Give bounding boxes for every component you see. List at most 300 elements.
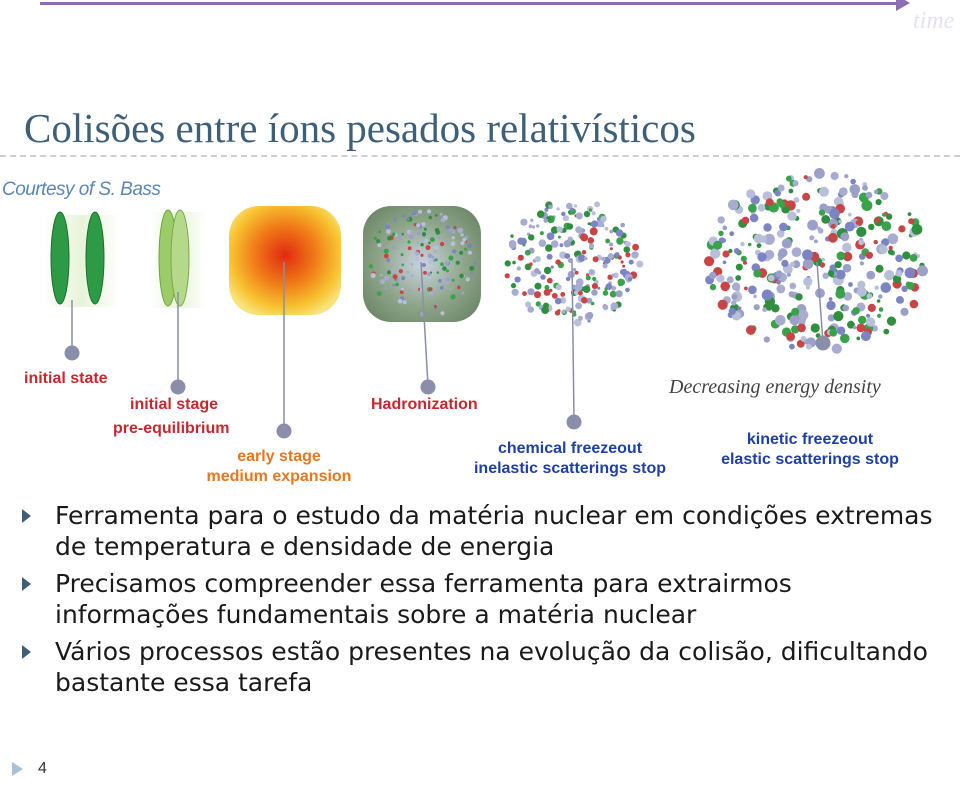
particle bbox=[743, 261, 747, 265]
particle bbox=[898, 225, 905, 232]
particle bbox=[576, 212, 583, 219]
particle bbox=[729, 231, 734, 236]
particle bbox=[791, 308, 799, 316]
particle bbox=[452, 236, 455, 239]
particle bbox=[440, 242, 444, 246]
particle bbox=[540, 231, 544, 235]
particle bbox=[537, 210, 545, 218]
particle bbox=[722, 250, 729, 257]
particle bbox=[380, 279, 385, 284]
nucleus-left bbox=[51, 212, 69, 304]
particle bbox=[430, 237, 435, 242]
particle bbox=[422, 232, 426, 236]
particle bbox=[835, 261, 842, 268]
particle bbox=[831, 224, 836, 229]
pin-initial-stage bbox=[171, 380, 186, 395]
particle bbox=[882, 213, 886, 217]
particle bbox=[605, 239, 610, 244]
particle bbox=[434, 245, 439, 250]
particle bbox=[723, 261, 727, 265]
particle bbox=[415, 251, 419, 255]
particle bbox=[803, 259, 814, 270]
particle bbox=[427, 209, 431, 213]
particle bbox=[426, 245, 431, 250]
particle bbox=[590, 227, 598, 235]
particle bbox=[369, 264, 373, 268]
particle bbox=[866, 314, 870, 318]
particle bbox=[616, 229, 623, 236]
particle bbox=[544, 267, 551, 274]
particle bbox=[530, 219, 533, 222]
pin-chemical-freezeout bbox=[567, 415, 582, 430]
particle bbox=[754, 304, 760, 310]
particle bbox=[594, 201, 600, 207]
particle bbox=[839, 187, 848, 196]
particle bbox=[556, 284, 562, 290]
particle bbox=[581, 297, 588, 304]
particle bbox=[628, 277, 632, 281]
particle bbox=[603, 305, 609, 311]
particle bbox=[551, 266, 554, 269]
particle bbox=[422, 263, 426, 267]
particle bbox=[378, 230, 381, 233]
particle bbox=[423, 271, 427, 275]
particle bbox=[384, 276, 389, 281]
particle bbox=[529, 262, 533, 266]
particle bbox=[453, 226, 456, 229]
particle bbox=[753, 269, 761, 277]
particle bbox=[842, 305, 849, 312]
particle bbox=[766, 305, 772, 311]
particle bbox=[593, 256, 599, 262]
particle bbox=[398, 234, 402, 238]
particle bbox=[764, 336, 770, 342]
particle bbox=[722, 226, 727, 231]
particle bbox=[786, 176, 792, 182]
particle bbox=[428, 242, 431, 245]
label-initial-stage: initial stage bbox=[130, 396, 219, 413]
particle bbox=[459, 251, 463, 255]
particle bbox=[452, 279, 455, 282]
particle bbox=[615, 252, 620, 257]
particle bbox=[429, 216, 433, 220]
particle bbox=[819, 209, 825, 215]
particle bbox=[384, 254, 389, 259]
particle bbox=[387, 236, 392, 241]
credit-text: Courtesy of S. Bass bbox=[2, 179, 161, 200]
particle bbox=[605, 227, 609, 231]
particle bbox=[468, 251, 472, 255]
particle bbox=[908, 212, 912, 216]
particle bbox=[582, 250, 586, 254]
particle bbox=[460, 241, 464, 245]
particle bbox=[543, 218, 548, 223]
particle bbox=[857, 324, 866, 333]
particle bbox=[786, 332, 795, 341]
particle bbox=[781, 260, 788, 267]
particle bbox=[757, 243, 762, 248]
particle bbox=[409, 235, 413, 239]
particle bbox=[802, 249, 813, 260]
particle bbox=[798, 310, 808, 320]
particle bbox=[409, 289, 412, 292]
particle bbox=[393, 218, 397, 222]
particle bbox=[867, 293, 873, 299]
particle bbox=[603, 263, 608, 268]
bullet-arrow-icon bbox=[22, 645, 31, 659]
particle bbox=[858, 240, 864, 246]
particle bbox=[744, 287, 748, 291]
particle bbox=[610, 247, 613, 250]
particle bbox=[591, 220, 598, 227]
particle bbox=[778, 201, 785, 208]
particle bbox=[789, 291, 795, 297]
particle bbox=[386, 258, 390, 262]
particle bbox=[512, 261, 516, 265]
particle bbox=[832, 344, 842, 354]
particle bbox=[826, 301, 835, 310]
particle bbox=[525, 301, 531, 307]
particle bbox=[787, 273, 791, 277]
particle bbox=[385, 287, 388, 290]
particle bbox=[564, 253, 570, 259]
particle bbox=[402, 215, 405, 218]
particle bbox=[731, 300, 736, 305]
particle bbox=[718, 231, 723, 236]
particle bbox=[840, 232, 849, 241]
time-label: time bbox=[913, 8, 955, 34]
particle bbox=[758, 204, 766, 212]
particle bbox=[853, 326, 857, 330]
pin-initial-state bbox=[65, 346, 80, 361]
particle bbox=[632, 244, 639, 251]
particle bbox=[728, 200, 739, 211]
particle bbox=[910, 254, 918, 262]
particle bbox=[469, 266, 474, 271]
particle bbox=[401, 253, 404, 256]
bullet-list bbox=[22, 500, 942, 704]
particle bbox=[608, 253, 614, 259]
particle bbox=[529, 224, 533, 228]
particle bbox=[763, 223, 771, 231]
particle bbox=[407, 240, 410, 243]
particle bbox=[829, 297, 833, 301]
particle bbox=[600, 216, 606, 222]
particle bbox=[437, 271, 440, 274]
particle bbox=[588, 222, 591, 225]
bullet-text: Precisamos compreender essa ferramenta para extrairmos informações fundamentais sobre a matéria nuclear bbox=[55, 569, 792, 629]
particle bbox=[844, 174, 848, 178]
particle bbox=[566, 307, 571, 312]
particle bbox=[860, 261, 864, 265]
particle bbox=[505, 260, 511, 266]
particle bbox=[787, 211, 797, 221]
particle bbox=[716, 274, 724, 282]
particle bbox=[866, 317, 875, 326]
pin-hadronization bbox=[421, 380, 436, 395]
particle bbox=[727, 276, 734, 283]
particle bbox=[868, 224, 874, 230]
particle bbox=[742, 217, 750, 225]
slide-title: Colisões entre íons pesados relativísticos bbox=[24, 105, 696, 151]
particle bbox=[746, 189, 755, 198]
particle bbox=[809, 235, 814, 240]
page-number: 4 bbox=[38, 760, 47, 777]
particle bbox=[806, 344, 812, 350]
particle bbox=[866, 192, 873, 199]
particle bbox=[535, 256, 541, 262]
particle bbox=[406, 271, 409, 274]
particle bbox=[562, 310, 566, 314]
particle bbox=[750, 214, 759, 223]
particle bbox=[435, 228, 440, 233]
particle bbox=[466, 277, 470, 281]
particle bbox=[547, 232, 555, 240]
particle bbox=[616, 237, 623, 244]
particle bbox=[555, 298, 562, 305]
particle bbox=[558, 236, 561, 239]
particle bbox=[597, 217, 600, 220]
label-elastic-scatterings-stop: elastic scatterings stop bbox=[721, 451, 899, 468]
particle bbox=[556, 207, 559, 210]
particle bbox=[592, 277, 596, 281]
particle bbox=[523, 244, 526, 247]
particle bbox=[429, 287, 433, 291]
particle bbox=[792, 247, 802, 257]
particle bbox=[403, 300, 407, 304]
particle bbox=[371, 273, 376, 278]
particle bbox=[406, 217, 409, 220]
label-hadronization: Hadronization bbox=[371, 396, 478, 413]
particle bbox=[828, 270, 834, 276]
particle bbox=[884, 270, 894, 280]
particle bbox=[573, 268, 576, 271]
particle bbox=[837, 252, 846, 261]
particle bbox=[908, 218, 914, 224]
particle bbox=[386, 229, 391, 234]
particle bbox=[856, 227, 866, 237]
particle bbox=[732, 283, 740, 291]
particle bbox=[776, 280, 781, 285]
particle bbox=[535, 283, 542, 290]
particle bbox=[393, 274, 398, 279]
particle bbox=[522, 291, 527, 296]
particle bbox=[740, 242, 744, 246]
particle bbox=[440, 213, 443, 216]
particle bbox=[838, 220, 842, 224]
particle bbox=[415, 257, 420, 262]
particle bbox=[446, 225, 450, 229]
particle bbox=[866, 271, 875, 280]
particle bbox=[895, 270, 902, 277]
particle bbox=[428, 260, 433, 265]
particle bbox=[853, 307, 860, 314]
particle bbox=[879, 307, 884, 312]
particle bbox=[874, 190, 878, 194]
particle bbox=[629, 260, 634, 265]
particle bbox=[633, 252, 637, 256]
particle bbox=[729, 308, 736, 315]
particle bbox=[427, 272, 431, 276]
particle bbox=[566, 277, 570, 281]
particle bbox=[803, 277, 812, 286]
particle bbox=[417, 231, 421, 235]
particle bbox=[510, 234, 513, 237]
particle bbox=[555, 310, 560, 315]
particle bbox=[540, 274, 545, 279]
particle bbox=[539, 239, 547, 247]
particle bbox=[527, 288, 534, 295]
particle bbox=[399, 269, 403, 273]
particle bbox=[567, 223, 573, 229]
particle bbox=[401, 276, 405, 280]
particle bbox=[889, 246, 893, 250]
particle bbox=[442, 266, 447, 271]
particle bbox=[601, 257, 605, 261]
particle bbox=[376, 239, 380, 243]
particle bbox=[819, 187, 829, 197]
particle bbox=[604, 287, 607, 290]
particle bbox=[624, 246, 631, 253]
particle bbox=[861, 331, 871, 341]
energy-density-label: Decreasing energy density bbox=[669, 376, 881, 398]
particle bbox=[578, 316, 583, 321]
particle bbox=[811, 323, 820, 332]
particle bbox=[746, 325, 756, 335]
particle bbox=[866, 252, 873, 259]
particle bbox=[440, 262, 444, 266]
particle bbox=[532, 225, 535, 228]
particle bbox=[545, 244, 552, 251]
particle bbox=[424, 239, 429, 244]
particle bbox=[861, 200, 872, 211]
particle bbox=[814, 168, 825, 179]
particle bbox=[575, 271, 579, 275]
particle bbox=[448, 255, 453, 260]
particle bbox=[437, 236, 440, 239]
particle bbox=[796, 209, 800, 213]
particle bbox=[420, 254, 423, 257]
particle bbox=[797, 324, 806, 333]
particle bbox=[435, 214, 438, 217]
particle bbox=[779, 223, 788, 232]
particle bbox=[587, 312, 594, 319]
label-initial-state: initial state bbox=[24, 370, 108, 387]
particle bbox=[574, 204, 577, 207]
particle bbox=[789, 189, 794, 194]
particle bbox=[910, 300, 919, 309]
particle bbox=[428, 253, 433, 258]
particle bbox=[380, 274, 383, 277]
particle bbox=[848, 213, 852, 217]
particle bbox=[402, 263, 405, 266]
particle bbox=[586, 275, 591, 280]
particle bbox=[835, 289, 845, 299]
particle bbox=[561, 212, 565, 216]
particle bbox=[400, 290, 404, 294]
particle bbox=[882, 221, 892, 231]
particle bbox=[374, 237, 377, 240]
particle bbox=[883, 329, 889, 335]
particle bbox=[829, 329, 837, 337]
label-kinetic-freezeout: kinetic freezeout bbox=[746, 431, 874, 448]
bullet-arrow-icon bbox=[22, 577, 31, 591]
particle bbox=[879, 245, 888, 254]
fireball-medium bbox=[229, 206, 341, 315]
particle bbox=[622, 265, 625, 268]
particle bbox=[589, 243, 594, 248]
bullet-item bbox=[22, 500, 942, 562]
particle bbox=[775, 315, 786, 326]
particle bbox=[877, 299, 881, 303]
particle bbox=[580, 233, 588, 241]
particle bbox=[570, 208, 574, 212]
label-medium-expansion: medium expansion bbox=[206, 468, 352, 485]
bullet-text: Vários processos estão presentes na evolução da colisão, dificultando bastante essa tarefa bbox=[55, 637, 928, 697]
particle bbox=[544, 289, 551, 296]
particle bbox=[895, 254, 903, 262]
particle bbox=[452, 249, 456, 253]
particle bbox=[505, 273, 510, 278]
particle bbox=[446, 240, 449, 243]
particle bbox=[857, 287, 867, 297]
particle bbox=[517, 266, 521, 270]
particle bbox=[520, 219, 527, 226]
particle bbox=[588, 237, 595, 244]
particle bbox=[409, 230, 413, 234]
particle bbox=[411, 263, 414, 266]
particle bbox=[528, 234, 534, 240]
particle bbox=[435, 258, 438, 261]
page-marker-icon bbox=[12, 762, 23, 776]
particle bbox=[625, 241, 631, 247]
particle bbox=[776, 285, 785, 294]
particle bbox=[609, 242, 613, 246]
particle bbox=[451, 241, 456, 246]
particle bbox=[377, 243, 381, 247]
particle bbox=[578, 291, 583, 296]
particle bbox=[417, 242, 420, 245]
particle bbox=[592, 283, 598, 289]
particle bbox=[449, 288, 451, 290]
particle bbox=[833, 311, 843, 321]
particle bbox=[434, 250, 437, 253]
particle bbox=[467, 243, 472, 248]
particle bbox=[511, 283, 516, 288]
particle bbox=[778, 251, 786, 259]
particle bbox=[907, 282, 915, 290]
particle bbox=[583, 285, 591, 293]
particle bbox=[905, 267, 916, 278]
bullet-item bbox=[22, 636, 942, 698]
particle bbox=[868, 304, 876, 312]
particle bbox=[543, 303, 549, 309]
particle bbox=[591, 289, 597, 295]
particle bbox=[547, 278, 553, 284]
particle bbox=[842, 243, 851, 252]
particle bbox=[609, 230, 613, 234]
particle bbox=[720, 282, 730, 292]
particle bbox=[457, 228, 462, 233]
particle bbox=[840, 334, 850, 344]
particle bbox=[448, 228, 453, 233]
particle bbox=[821, 215, 830, 224]
particle bbox=[473, 262, 476, 265]
particle bbox=[395, 283, 399, 287]
particle bbox=[896, 296, 904, 304]
particle bbox=[445, 261, 449, 265]
particle bbox=[575, 302, 582, 309]
